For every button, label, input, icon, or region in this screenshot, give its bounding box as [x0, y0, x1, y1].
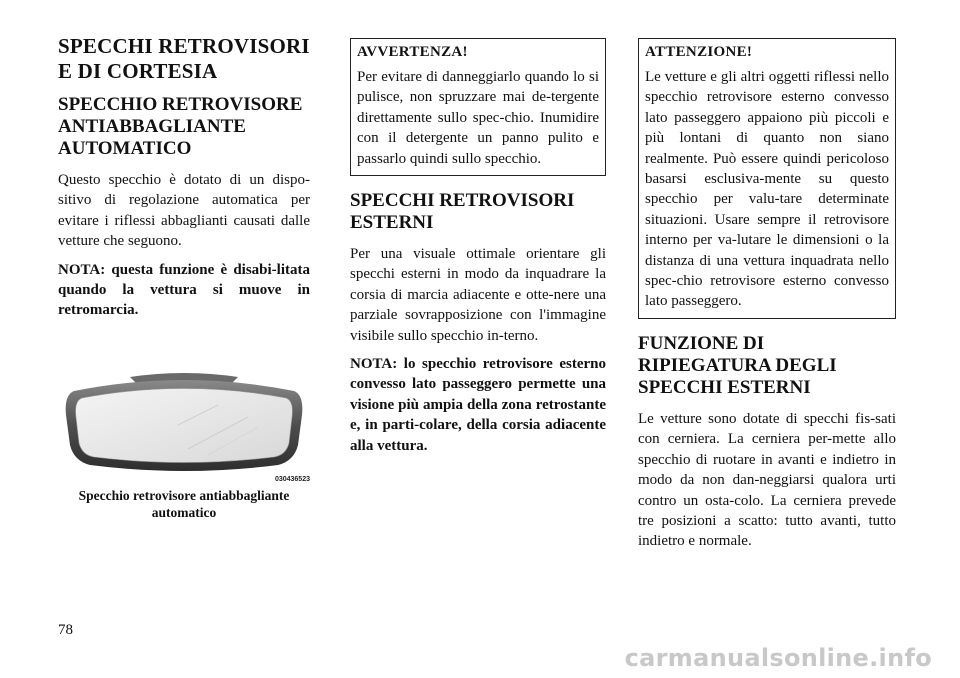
folding-mirrors-heading: FUNZIONE DI RIPIEGATURA DEGLI SPECCHI ESTERNI: [638, 332, 837, 398]
rearview-mirror-figure: [58, 365, 310, 483]
external-mirrors-note: NOTA: lo specchio retrovisore esterno convesso lato passeggero permette una visione più ampia della zona retrostante e, in parti-colare, della corsia adiacente alla vettura.: [350, 356, 606, 454]
left-column: [58, 30, 310, 521]
subsection-title-auto-dimming-mirror: SPECCHIO RETROVISORE ANTIABBAGLIANTE AUTOMATICO: [58, 94, 303, 159]
warning-title: AVVERTENZA!: [357, 44, 468, 60]
watermark: carmanualsonline.info: [624, 644, 932, 672]
middle-column: [350, 30, 606, 464]
page-number: 78: [58, 622, 73, 638]
rearview-mirror-illustration: [58, 365, 310, 483]
caution-box: [638, 38, 896, 319]
auto-dimming-description: Questo specchio è dotato di un dispo-sitivo di regolazione automatica per evitare i riflessi abbaglianti causati dalle vetture che seguono.: [58, 172, 310, 250]
caution-text: Le vetture e gli altri oggetti riflessi nello specchio retrovisore esterno convesso lato passeggero appaiono più piccoli e più lontani di quanto non siano realmente. Può essere quindi pericoloso basarsi esclusiva-mente su questo specchio per valu-tare determinate situazioni. Usare sempre il retrovisore interno per va-lutare le dimensioni o la distanza di una vettura inquadrata nello spec-chio retrovisore esterno convesso lato passeggero.: [645, 69, 889, 310]
external-mirrors-description: Per una visuale ottimale orientare gli specchi esterni in modo da inquadrare la corsia di marcia adiacente e otte-nere una parziale sovrapposizione con l'immagine visibile sullo specchio in-terno.: [350, 246, 606, 344]
folding-mirrors-description: Le vetture sono dotate di specchi fis-sati con cerniera. La cerniera per-mette allo specchio di ruotare in avanti e indietro in modo da non dan-neggiarsi qualora urti contro un osta-colo. La cerniera prevede tre posizioni a scatto: tutto avanti, tutto indietro e normale.: [638, 410, 896, 550]
right-column: [638, 30, 896, 560]
figure-code: 030436523: [274, 475, 310, 483]
warning-text: Per evitare di danneggiarlo quando lo si pulisce, non spruzzare mai de-tergente direttamente sullo spec-chio. Inumidire con il detergente un panno pulito e passarlo quindi sullo specchio.: [357, 69, 599, 167]
warning-box: [350, 38, 606, 176]
figure-caption: Specchio retrovisore antiabbagliante automatico: [78, 487, 290, 520]
section-title: SPECCHI RETROVISORI E DI CORTESIA: [58, 34, 310, 83]
external-mirrors-heading: SPECCHI RETROVISORI ESTERNI: [350, 190, 575, 234]
auto-dimming-note: NOTA: questa funzione è disabi-litata quando la vettura si muove in retromarcia.: [58, 261, 310, 319]
caution-title: ATTENZIONE!: [645, 44, 753, 60]
